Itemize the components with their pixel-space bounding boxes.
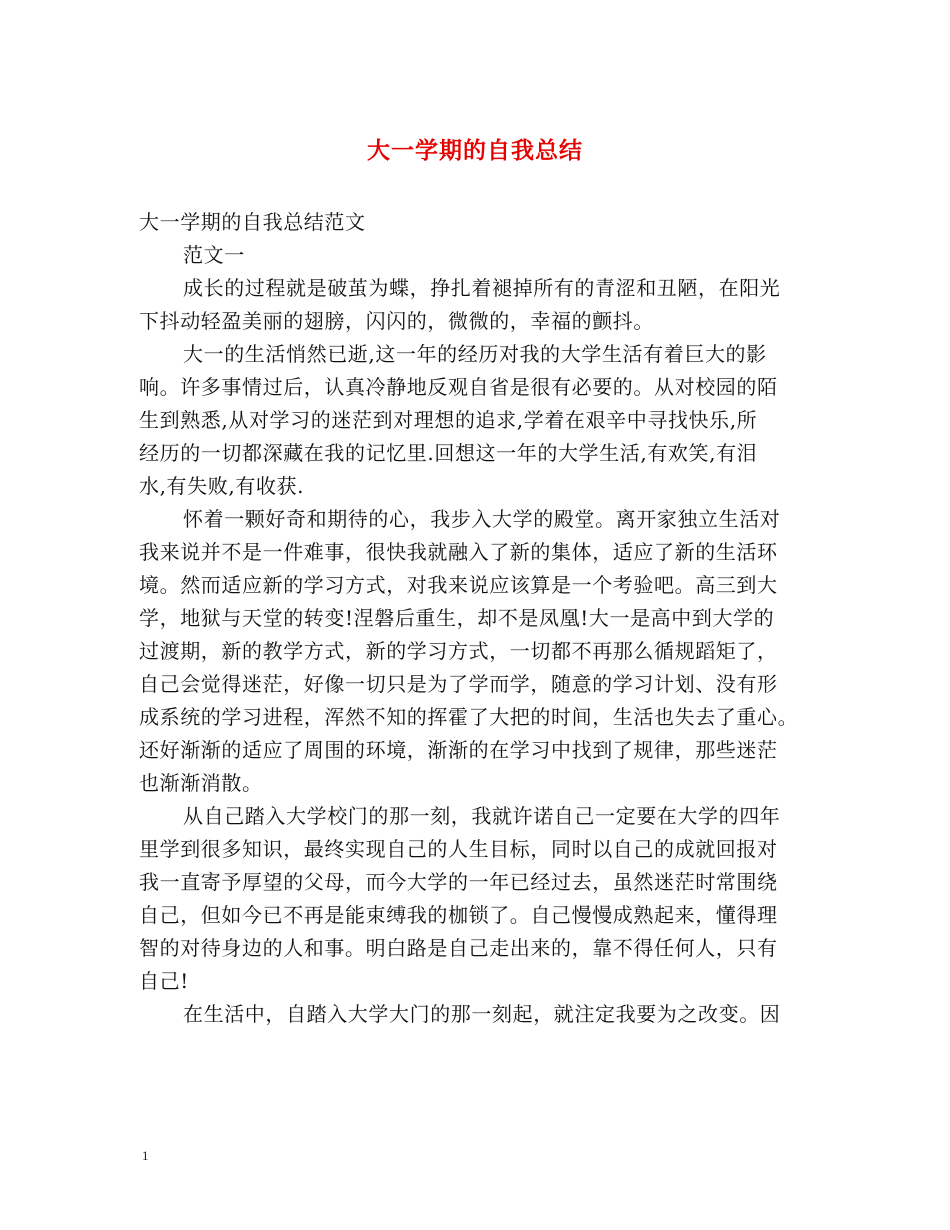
text-line: 我一直寄予厚望的父母，而今大学的一年已经过去，虽然迷茫时常围绕	[139, 870, 778, 894]
text-line: 经历的一切都深藏在我的记忆里.回想这一年的大学生活,有欢笑,有泪	[139, 441, 758, 465]
document-title: 大一学期的自我总结	[367, 137, 583, 164]
text-line: 也渐渐消散。	[139, 771, 263, 795]
text-line: 里学到很多知识，最终实现自己的人生目标，同时以自己的成就回报对	[139, 837, 778, 861]
text-line: 学，地狱与天堂的转变!涅磐后重生，却不是凤凰!大一是高中到大学的	[139, 606, 775, 630]
text-line: 成长的过程就是破茧为蝶，挣扎着褪掉所有的青涩和丑陋，在阳光	[183, 276, 781, 300]
text-line: 在生活中，自踏入大学大门的那一刻起，就注定我要为之改变。因	[183, 1002, 781, 1026]
page-number: 1	[142, 1148, 149, 1163]
text-line: 怀着一颗好奇和期待的心，我步入大学的殿堂。离开家独立生活对	[183, 507, 781, 531]
text-line: 水,有失败,有收获.	[139, 474, 305, 498]
text-line: 生到熟悉,从对学习的迷茫到对理想的追求,学着在艰辛中寻找快乐,所	[139, 408, 758, 432]
text-line: 自己!	[139, 969, 189, 993]
text-line: 我来说并不是一件难事，很快我就融入了新的集体，适应了新的生活环	[139, 540, 778, 564]
text-line: 自己，但如今已不再是能束缚我的枷锁了。自己慢慢成熟起来，懂得理	[139, 903, 778, 927]
text-line: 还好渐渐的适应了周围的环境，渐渐的在学习中找到了规律，那些迷茫	[139, 738, 778, 762]
text-line: 过渡期，新的教学方式，新的学习方式，一切都不再那么循规蹈矩了，	[139, 639, 778, 663]
text-line: 境。然而适应新的学习方式，对我来说应该算是一个考验吧。高三到大	[139, 573, 778, 597]
text-line: 响。许多事情过后，认真冷静地反观自省是很有必要的。从对校园的陌	[139, 375, 778, 399]
text-line: 智的对待身边的人和事。明白路是自己走出来的，靠不得任何人，只有	[139, 936, 778, 960]
text-line: 下抖动轻盈美丽的翅膀，闪闪的，微微的，幸福的颤抖。	[139, 309, 654, 333]
text-line: 成系统的学习进程，浑然不知的挥霍了大把的时间，生活也失去了重心。	[139, 705, 799, 729]
text-line: 大一的生活悄然已逝,这一年的经历对我的大学生活有着巨大的影	[183, 342, 767, 366]
text-line: 范文一	[183, 243, 245, 267]
text-line: 从自己踏入大学校门的那一刻，我就许诺自己一定要在大学的四年	[183, 804, 781, 828]
document-body	[139, 206, 839, 1031]
text-line: 自己会觉得迷茫，好像一切只是为了学而学，随意的学习计划、没有形	[139, 672, 778, 696]
text-line: 大一学期的自我总结范文	[139, 210, 366, 234]
